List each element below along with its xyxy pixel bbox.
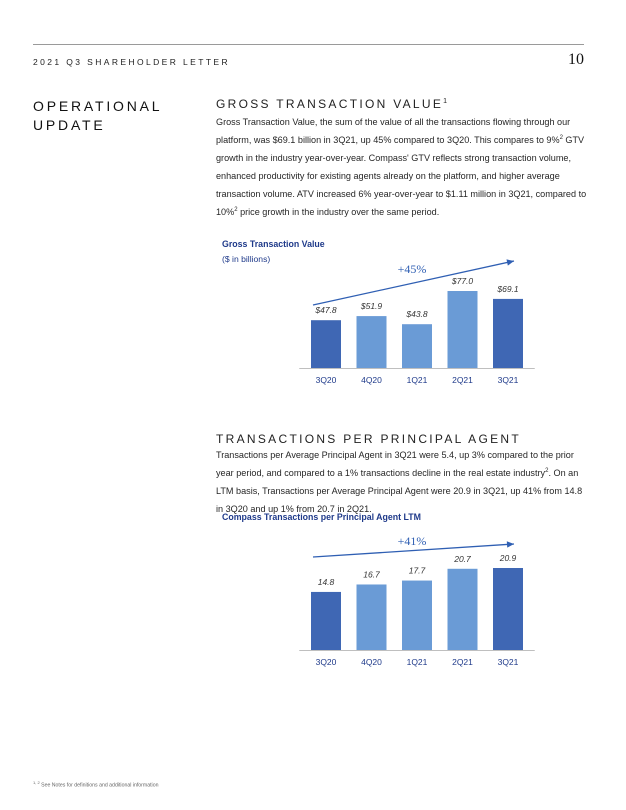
tppa-data-label: 20.7 [454,553,471,564]
gtv-tick-label: 4Q20 [361,375,382,385]
tppa-heading: TRANSACTIONS PER PRINCIPAL AGENT [216,432,521,446]
tppa-data-label: 17.7 [408,565,426,576]
gtv-sup-1: 2 [559,134,563,141]
tppa-text-1: Transactions per Average Principal Agent in 3Q21 were 5.4, up 3% compared to the prior year period, and compared to a 1% transactions decline in the real estate industry [216,450,574,478]
tppa-arrow-head [507,541,514,547]
gtv-tick-label: 1Q21 [406,375,428,385]
gtv-tick-label: 2Q21 [452,375,473,385]
tppa-bar [311,592,341,650]
footnote-sup: 1, 2 [33,780,40,785]
gtv-heading-text: GROSS TRANSACTION VALUE [216,97,444,111]
tppa-bar [493,568,523,650]
gtv-data-label: $47.8 [315,305,337,316]
gtv-growth-annotation: +45% [397,262,427,276]
header-title: 2021 Q3 SHAREHOLDER LETTER [33,57,231,67]
tppa-tick-label: 3Q21 [497,657,519,667]
section-title: OPERATIONAL UPDATE [33,98,162,133]
gtv-data-label: $43.8 [406,309,428,320]
tppa-data-label: 14.8 [317,576,335,587]
gtv-text-1: Gross Transaction Value, the sum of the value of all the transactions flowing through our platform, was $69.1 billion in 3Q21, up 45% compared to 3Q20. This compares to 9% [216,117,571,145]
footnote-text: See Notes for definitions and additional information [39,782,159,789]
tppa-tick-label: 2Q21 [452,657,473,667]
tppa-bar [448,569,478,650]
tppa-data-label: 20.9 [499,553,517,563]
tppa-data-label: 16.7 [363,569,380,580]
gtv-text-2: GTV growth in the industry year-over-year. Compass' GTV reflects strong transaction volume, enhanced productivity for existing agents already on the platform, and higher average transaction volume. ATV increased 6% year-over-year to $1.11 million in 3Q21, compared to 10% [216,135,587,217]
gtv-text-3: price growth in the industry over the same period. [237,207,440,217]
footnote [33,780,158,789]
gtv-data-label: $51.9 [360,301,383,312]
tppa-bar [402,581,432,650]
tppa-sup-1: 2 [545,467,549,474]
gtv-chart-title: Gross Transaction Value [222,239,325,249]
tppa-bar [357,584,387,650]
gtv-tick-label: 3Q20 [315,375,337,385]
gtv-chart-subtitle: ($ in billions) [222,254,271,264]
tppa-text-2: . On an LTM basis, Transactions per Average Principal Agent were 20.9 in 3Q21, up 41% from 14.8 in 3Q20 and up 1% from 20.7 in 2Q21. [216,468,583,514]
tppa-tick-label: 4Q20 [361,657,382,667]
page-number: 10 [568,51,584,68]
tppa-tick-label: 3Q20 [315,657,337,667]
gtv-tick-label: 3Q21 [497,375,519,385]
tppa-tick-label: 1Q21 [406,657,428,667]
gtv-data-label: $69.1 [497,283,519,294]
tppa-chart-title: Compass Transactions per Principal Agent LTM [222,512,421,522]
gtv-data-label: $77.0 [451,276,474,286]
tppa-growth-annotation: +41% [397,534,427,548]
gtv-sup-2: 2 [234,206,238,213]
gtv-heading-sup: 1 [443,98,448,105]
